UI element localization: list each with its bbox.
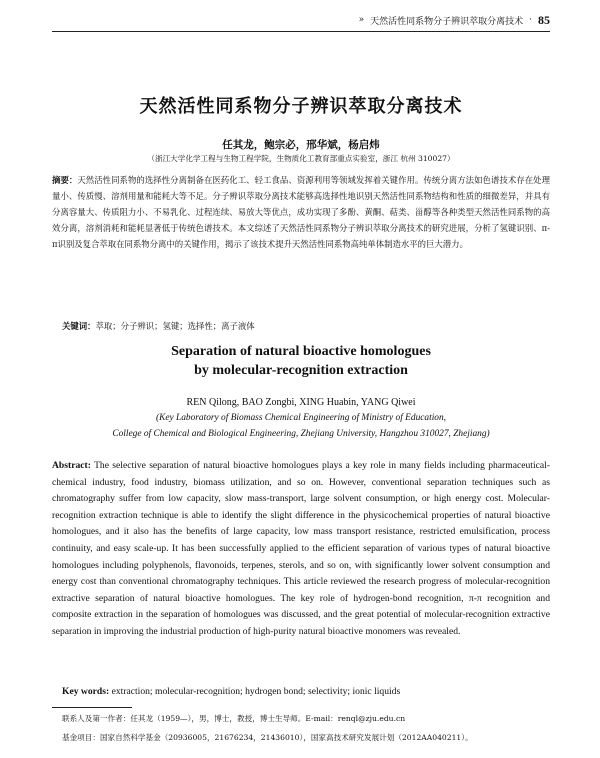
header-marker: »	[358, 15, 365, 25]
english-abstract-text: The selective separation of natural bioactive homologues plays a key role in many fields including pharmaceutical-chemical industry, food industry, biomass utilization, and so on. However, conventional separation techniques such as chromatography suffer from low capacity, slow mass-transport, large solvent consumption, or high energy cost. Molecular-recognition extraction technique is able to identify the slight difference in the physicochemical properties of natural bioactive homologues, and it also has the benefits of large capacity, low mass transport resistance, restricted emulsification, process continuity, and easy scale-up. It has been successfully applied to the efficient separation of various types of natural bioactive homologues including polyphenols, flavonoids, terpenes, sterols, and so on, with significantly lower solvent consumption and energy cost than conventional chromatography techniques. This article reviewed the research progress of molecular-recognition extractive separation of natural bioactive homologues. The key role of hydrogen-bond recognition, π-π recognition and composite extraction in the separation of homologues was discussed, and the great potential of molecular-recognition extractive separation in improving the industrial production of high-purity natural bioactive monomers was revealed.	[52, 460, 550, 637]
english-abstract	[52, 458, 550, 641]
footnote-rule	[52, 707, 132, 708]
footnote-funding: 基金项目：国家自然科学基金（20936005，21676234，21436010），国家高技术研究发展计划（2012AA040211）。	[62, 733, 473, 742]
chinese-abstract	[52, 172, 550, 252]
header-separator: ·	[529, 15, 532, 25]
english-affiliation-line2: College of Chemical and Biological Engineering, Zhejiang University, Hangzhou 310027, Zhejiang)	[112, 429, 490, 439]
english-keywords-text: extraction; molecular-recognition; hydrogen bond; selectivity; ionic liquids	[111, 686, 401, 697]
english-title-line2: by molecular-recognition extraction	[194, 363, 408, 378]
chinese-affiliation: （浙江大学化学工程与生物工程学院，生物质化工教育部重点实验室，浙江 杭州 310027）	[147, 154, 455, 163]
english-title-line1: Separation of natural bioactive homologues	[171, 344, 431, 359]
chinese-keywords	[62, 318, 550, 334]
footnote-contact: 联系人及第一作者：任其龙（1959—），男，博士，教授，博士生导师。E-mail：renql@zju.edu.cn	[62, 714, 406, 723]
chinese-abstract-label: 摘要：	[52, 175, 78, 185]
chinese-title: 天然活性同系物分子辨识萃取分离技术	[139, 96, 463, 117]
chinese-keywords-label: 关键词：	[62, 321, 96, 331]
chinese-keywords-text: 萃取；分子辨识；氢键；选择性；离子液体	[95, 321, 255, 331]
english-affiliation-line1: (Key Laboratory of Biomass Chemical Engineering of Ministry of Education,	[155, 413, 447, 423]
running-header	[300, 12, 550, 28]
english-title	[52, 342, 550, 380]
english-abstract-label: Abstract:	[52, 460, 91, 471]
english-authors: REN Qilong, BAO Zongbi, XING Huabin, YANG Qiwei	[186, 397, 416, 408]
chinese-authors: 任其龙，鲍宗必，邢华斌，杨启炜	[222, 139, 380, 151]
english-keywords	[62, 686, 550, 697]
english-keywords-label: Key words:	[62, 686, 110, 697]
running-title: 天然活性同系物分子辨识萃取分离技术	[370, 16, 524, 27]
header-rule	[52, 31, 550, 32]
chinese-abstract-text: 天然活性同系物的选择性分离制备在医药化工、轻工食品、资源利用等领域发挥着关键作用。传统分离方法如色谱技术存在处理量小、传质慢、溶剂用量和能耗大等不足。分子辨识萃取分离技术能够高选择性地识别天然活性同系物结构和性质的细微差异，并具有分离容量大、传质阻力小、不易乳化、过程连续、易放大等优点，成功实现了多酚、黄酮、萜类、甾醇等各种类型天然活性同系物的高效分离，溶剂消耗和能耗显著低于传统色谱技术。本文综述了天然活性同系物分子辨识萃取分离技术的研究进展，分析了氢键识别、π-π识别及复合萃取在同系物分离中的关键作用，揭示了该技术提升天然活性同系物高纯单体制造水平的巨大潜力。	[52, 175, 550, 249]
page-number: 85	[538, 12, 550, 27]
